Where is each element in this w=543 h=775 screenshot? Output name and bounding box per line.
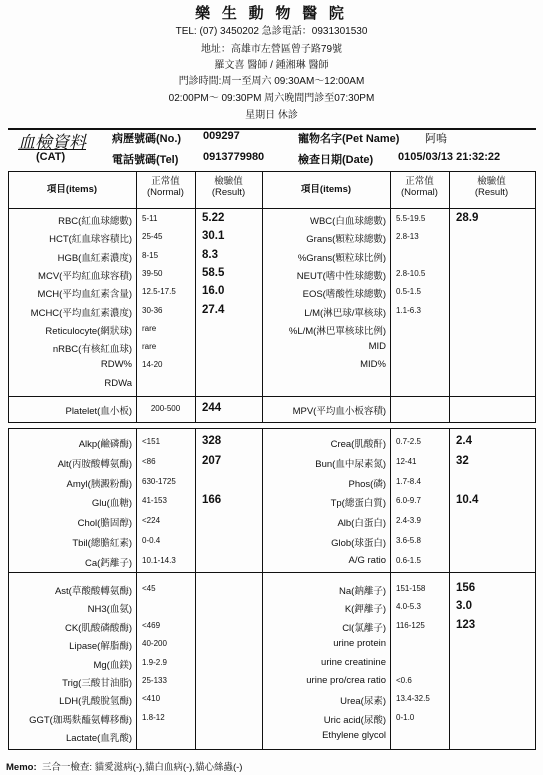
item-name: MID%: [360, 359, 386, 371]
item-name: HCT(紅血球容積比): [49, 234, 132, 246]
item-normal: 0.6-1.5: [396, 555, 421, 565]
item-name: Uric acid(尿酸): [323, 714, 386, 726]
header-items: 項目(items): [300, 184, 352, 195]
item-normal: <0.6: [396, 676, 412, 685]
item-normal: 25-133: [142, 676, 167, 685]
item-normal: 1.1-6.3: [396, 305, 421, 315]
platelet-normal: 200-500: [150, 404, 181, 413]
col-rule: [390, 172, 391, 422]
header-normal: 正常值 (Normal): [401, 176, 438, 198]
item-name: NH3(血氨): [87, 604, 132, 616]
item-result: 5.22: [202, 212, 225, 224]
item-result: 2.4: [456, 435, 472, 447]
item-name: Alb(白蛋白): [337, 518, 386, 530]
item-name: Cl(氯離子): [342, 622, 386, 634]
item-result: 10.4: [456, 494, 479, 507]
item-normal: 12.5-17.5: [142, 287, 176, 297]
item-result: 16.0: [202, 285, 225, 298]
clinic-hours-2: 02:00PM～ 09:30PM 周六晚間門診至07:30PM: [168, 93, 375, 104]
item-name: Ast(草酸酸轉氨酶): [54, 586, 132, 597]
item-name: RDW%: [100, 359, 132, 371]
item-name: MCH(平均血紅素含量): [37, 289, 132, 301]
item-result: 58.5: [202, 266, 225, 279]
item-name: K(鉀離子): [344, 604, 386, 616]
item-normal: 10.1-14.3: [142, 555, 176, 565]
item-name: Ca(鈣離子): [85, 557, 132, 569]
header-result: 檢驗值 (Result): [474, 176, 509, 198]
item-name: MID: [368, 341, 386, 353]
item-name: MCHC(平均血紅素濃度): [30, 307, 132, 319]
item-normal: <86: [142, 456, 156, 466]
item-normal: 0-1.0: [396, 712, 415, 722]
memo-text: 三合一檢查: 貓愛滋病(-),貓白血病(-),貓心絲蟲(-): [41, 762, 243, 773]
item-name: Mg(血鎂): [93, 659, 132, 671]
memo-label: Memo:: [6, 762, 37, 773]
item-result: 3.0: [456, 600, 472, 613]
phone-label: 電話號碼(Tel): [112, 154, 179, 166]
item-name: urine protein: [333, 638, 386, 650]
item-normal: 1.9-2.9: [142, 657, 167, 667]
item-name: Chol(膽固醇): [77, 518, 132, 530]
item-name: Trig(三酸甘油脂): [62, 678, 132, 689]
item-result: 32: [456, 454, 469, 467]
clinic-hours-3: 星期日 休診: [245, 110, 298, 121]
header-normal: 正常值 (Normal): [147, 176, 184, 198]
item-normal: 25-45: [142, 232, 163, 242]
record-no: 009297: [203, 130, 240, 142]
item-result: 123: [456, 618, 476, 631]
col-rule: [449, 172, 450, 422]
item-name: Amyl(胰澱粉酶): [66, 478, 132, 490]
item-normal: 13.4-32.5: [396, 694, 430, 704]
col-rule: [136, 429, 137, 749]
item-name: CK(肌酸磷酸酶): [64, 622, 132, 634]
item-name: NEUT(嗜中性球總數): [296, 270, 386, 282]
item-normal: 5-11: [142, 214, 158, 223]
header-result: 檢驗值 (Result): [211, 176, 246, 198]
item-name: %Grans(顆粒球比例): [297, 252, 386, 264]
section-title: 血檢資料: [18, 133, 86, 152]
record-no-label: 病歷號碼(No.): [112, 133, 182, 145]
item-result: 207: [202, 454, 222, 467]
item-normal: 39-50: [142, 268, 163, 278]
item-name: MCV(平均紅血球容積): [38, 270, 132, 282]
item-normal: 2.4-3.9: [396, 516, 421, 526]
col-rule: [449, 429, 450, 749]
item-name: LDH(乳酸脫氫酶): [59, 696, 132, 708]
item-result: 328: [202, 435, 222, 447]
item-name: WBC(白血球總數): [310, 216, 386, 227]
item-result: 28.9: [456, 212, 479, 224]
header-items: 項目(items): [46, 184, 98, 195]
phone: 0913779980: [203, 151, 265, 163]
item-normal: rare: [142, 323, 157, 333]
col-rule: [195, 429, 196, 749]
item-normal: 3.6-5.8: [396, 536, 421, 545]
item-normal: 2.8-10.5: [396, 268, 426, 278]
platelet-rule: [8, 396, 536, 397]
item-normal: 116-125: [396, 620, 425, 630]
item-normal: 1.8-12: [142, 712, 165, 722]
item-name: Urea(尿素): [340, 696, 386, 708]
item-name: Tp(總蛋白質): [330, 498, 386, 510]
species: (CAT): [36, 151, 66, 163]
col-rule: [390, 429, 391, 749]
item-result: 166: [202, 494, 222, 507]
mpv-name: MPV(平均血小板容積): [292, 406, 386, 417]
item-name: nRBC(有核紅血球): [52, 344, 132, 356]
item-normal: 14-20: [142, 360, 163, 370]
platelet-name: Platelet(血小板): [65, 406, 132, 417]
item-name: Alt(丙胺酸轉氨酶): [57, 458, 132, 470]
item-normal: rare: [142, 342, 157, 352]
platelet-result: 244: [202, 402, 222, 414]
memo: [6, 759, 242, 773]
item-name: Phos(磷): [348, 478, 386, 490]
item-name: HGB(血紅素濃度): [57, 252, 132, 264]
item-normal: 5.5-19.5: [396, 214, 426, 223]
item-name: Crea(肌酸酐): [330, 439, 386, 450]
item-name: Grans(顆粒球總數): [306, 234, 386, 246]
item-normal: 630-1725: [142, 476, 176, 486]
item-normal: <469: [142, 620, 161, 630]
item-result: 156: [456, 582, 476, 594]
item-name: Lactate(血乳酸): [66, 733, 132, 745]
item-normal: 0-0.4: [142, 536, 161, 545]
item-normal: 151-158: [396, 584, 426, 593]
item-name: urine creatinine: [321, 656, 386, 668]
item-normal: 4.0-5.3: [396, 602, 421, 612]
item-normal: 12-41: [396, 456, 417, 466]
pet-name: 阿嗚: [425, 133, 447, 145]
item-result: 8.3: [202, 248, 218, 261]
item-name: Glu(血糖): [91, 498, 132, 510]
col-rule: [136, 172, 137, 422]
item-name: Tbil(總膽紅素): [72, 538, 132, 549]
item-name: RBC(紅血球總數): [58, 216, 132, 227]
clinic-doctors: 羅文喜 醫師 / 鍾湘琳 醫師: [214, 60, 329, 71]
item-normal: <224: [142, 516, 161, 526]
chem-mid-rule: [8, 572, 536, 573]
item-result: 27.4: [202, 303, 225, 316]
item-normal: 41-153: [142, 496, 167, 506]
date-label: 檢查日期(Date): [298, 154, 374, 166]
item-name: RDWa: [104, 377, 132, 389]
item-normal: <410: [142, 694, 161, 704]
header-rule: [8, 128, 536, 130]
item-name: Reticulocyte(網狀球): [45, 325, 132, 337]
item-name: %L/M(淋巴單核球比例): [288, 325, 386, 337]
item-normal: 0.7-2.5: [396, 437, 421, 446]
item-name: L/M(淋巴球/單核球): [304, 307, 386, 319]
item-normal: 8-15: [142, 250, 159, 260]
item-normal: 30-36: [142, 305, 163, 315]
item-name: urine pro/crea ratio: [306, 675, 386, 686]
item-name: Lipase(解脂酶): [69, 641, 132, 653]
item-name: Alkp(鹼磷酶): [78, 439, 132, 450]
item-name: Bun(血中尿素氮): [315, 458, 386, 470]
clinic-phone: TEL: (07) 3450202 急診電話：0931301530: [175, 26, 368, 37]
clinic-hours-1: 門診時間:周一至周六 09:30AM～12:00AM: [178, 76, 365, 87]
pet-name-label: 寵物名字(Pet Name): [298, 133, 400, 145]
item-normal: <45: [142, 584, 156, 593]
clinic-address: 地址：高雄市左營區曾子路79號: [200, 44, 343, 55]
col-rule: [195, 172, 196, 422]
item-normal: 40-200: [142, 639, 167, 649]
item-name: EOS(嗜酸性球總數): [302, 289, 386, 301]
clinic-name: 樂 生 動 物 醫 院: [195, 6, 348, 22]
item-normal: 0.5-1.5: [396, 287, 421, 297]
item-result: 30.1: [202, 230, 225, 243]
item-normal: 1.7-8.4: [396, 476, 421, 486]
item-name: A/G ratio: [348, 554, 386, 566]
item-normal: <151: [142, 437, 161, 446]
item-name: Na(鈉離子): [339, 586, 386, 597]
item-normal: 6.0-9.7: [396, 496, 421, 506]
item-name: GGT(珈瑪麩醯氨轉移酶): [29, 714, 132, 726]
item-normal: 2.8-13: [396, 232, 419, 242]
item-name: Glob(球蛋白): [331, 538, 386, 549]
cbc-header-rule: [8, 208, 536, 209]
item-name: Ethylene glycol: [322, 730, 386, 742]
date: 0105/03/13 21:32:22: [398, 151, 501, 163]
